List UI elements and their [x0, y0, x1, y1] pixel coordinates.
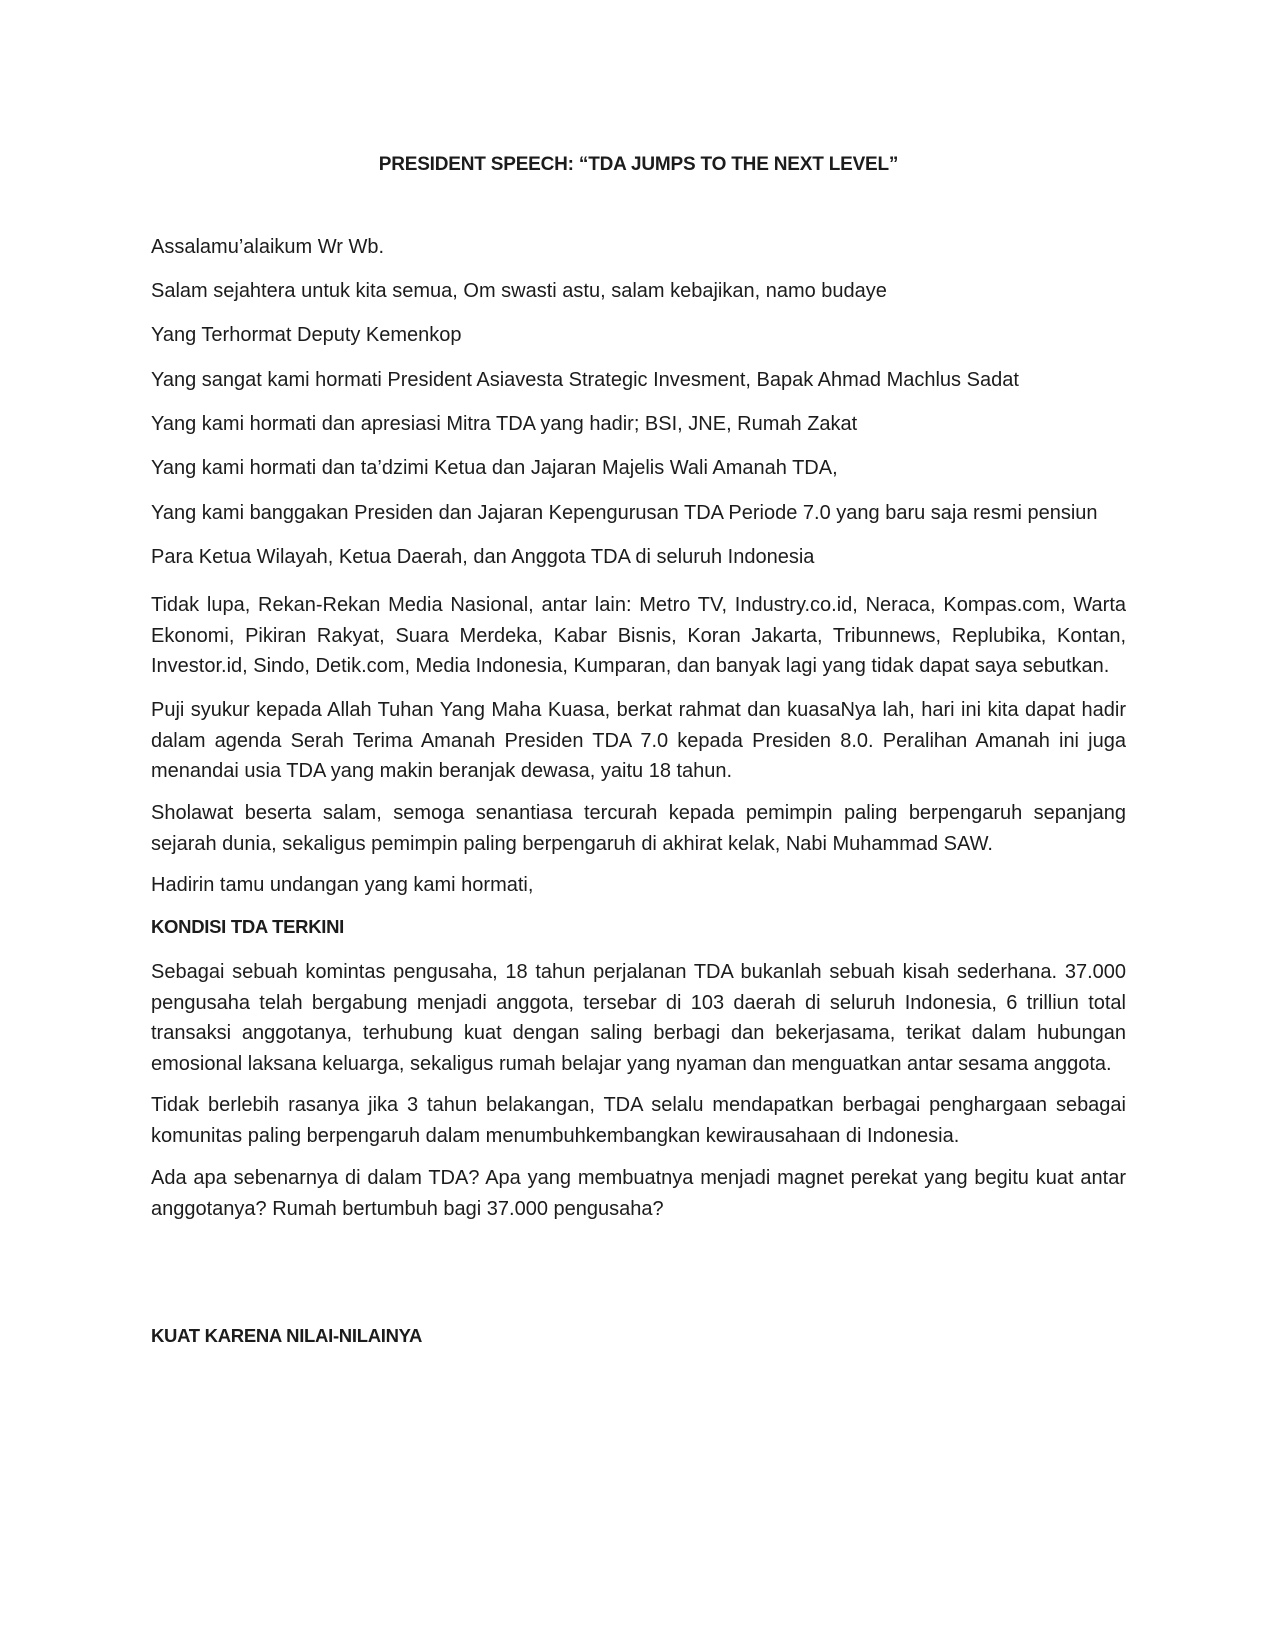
greeting-line: Yang sangat kami hormati President Asiavesta Strategic Invesment, Bapak Ahmad Machlus Sadat [151, 369, 1019, 391]
paragraph-puji-syukur: Puji syukur kepada Allah Tuhan Yang Maha Kuasa, berkat rahmat dan kuasaNya lah, hari ini kita dapat hadir dalam agenda Serah Terima Amanah Presiden TDA 7.0 kepada Presiden 8.0. Peralihan Amanah ini juga menandai usia TDA yang makin beranjak dewasa, yaitu 18 tahun. [151, 699, 1126, 782]
greeting-line: Yang kami hormati dan ta’dzimi Ketua dan Jajaran Majelis Wali Amanah TDA, [151, 457, 838, 479]
greeting-line: Yang Terhormat Deputy Kemenkop [151, 324, 462, 346]
paragraph-ada-apa: Ada apa sebenarnya di dalam TDA? Apa yang membuatnya menjadi magnet perekat yang begitu kuat antar anggotanya? Rumah bertumbuh bagi 37.000 pengusaha? [151, 1167, 1126, 1220]
greeting-line: Para Ketua Wilayah, Ketua Daerah, dan Anggota TDA di seluruh Indonesia [151, 546, 815, 568]
section-heading-kondisi: KONDISI TDA TERKINI [151, 916, 345, 937]
section-heading-kuat: KUAT KARENA NILAI-NILAINYA [151, 1325, 423, 1346]
paragraph-media: Tidak lupa, Rekan-Rekan Media Nasional, antar lain: Metro TV, Industry.co.id, Neraca, Kompas.com, Warta Ekonomi, Pikiran Rakyat, Suara Merdeka, Kabar Bisnis, Koran Jakarta, Tribunnews, Replubika, Kontan, Investor.id, Sindo, Detik.com, Media Indonesia, Kumparan, dan banyak lagi yang tidak dapat saya sebutkan. [151, 594, 1126, 677]
paragraph-tidak-berlebih: Tidak berlebih rasanya jika 3 tahun belakangan, TDA selalu mendapatkan berbagai penghargaan sebagai komunitas paling berpengaruh dalam menumbuhkembangkan kewirausahaan di Indonesia. [151, 1094, 1126, 1147]
paragraph-hadirin: Hadirin tamu undangan yang kami hormati, [151, 874, 534, 896]
greeting-line: Yang kami banggakan Presiden dan Jajaran Kepengurusan TDA Periode 7.0 yang baru saja resmi pensiun [151, 502, 1098, 524]
paragraph-sebagai: Sebagai sebuah komintas pengusaha, 18 tahun perjalanan TDA bukanlah sebuah kisah sederhana. 37.000 pengusaha telah bergabung menjadi anggota, tersebar di 103 daerah di seluruh Indonesia, 6 trilliun total transaksi anggotanya, terhubung kuat dengan saling berbagi dan bekerjasama, terikat dalam hubungan emosional laksana keluarga, sekaligus rumah belajar yang nyaman dan menguatkan antar sesama anggota. [151, 961, 1126, 1075]
greeting-line: Yang kami hormati dan apresiasi Mitra TDA yang hadir; BSI, JNE, Rumah Zakat [151, 413, 858, 435]
document-title: PRESIDENT SPEECH: “TDA JUMPS TO THE NEXT LEVEL” [378, 154, 899, 175]
greeting-line: Salam sejahtera untuk kita semua, Om swasti astu, salam kebajikan, namo budaye [151, 280, 887, 302]
paragraph-sholawat: Sholawat beserta salam, semoga senantiasa tercurah kepada pemimpin paling berpengaruh sepanjang sejarah dunia, sekaligus pemimpin paling berpengaruh di akhirat kelak, Nabi Muhammad SAW. [151, 802, 1126, 855]
greeting-line: Assalamu’alaikum Wr Wb. [151, 236, 385, 258]
